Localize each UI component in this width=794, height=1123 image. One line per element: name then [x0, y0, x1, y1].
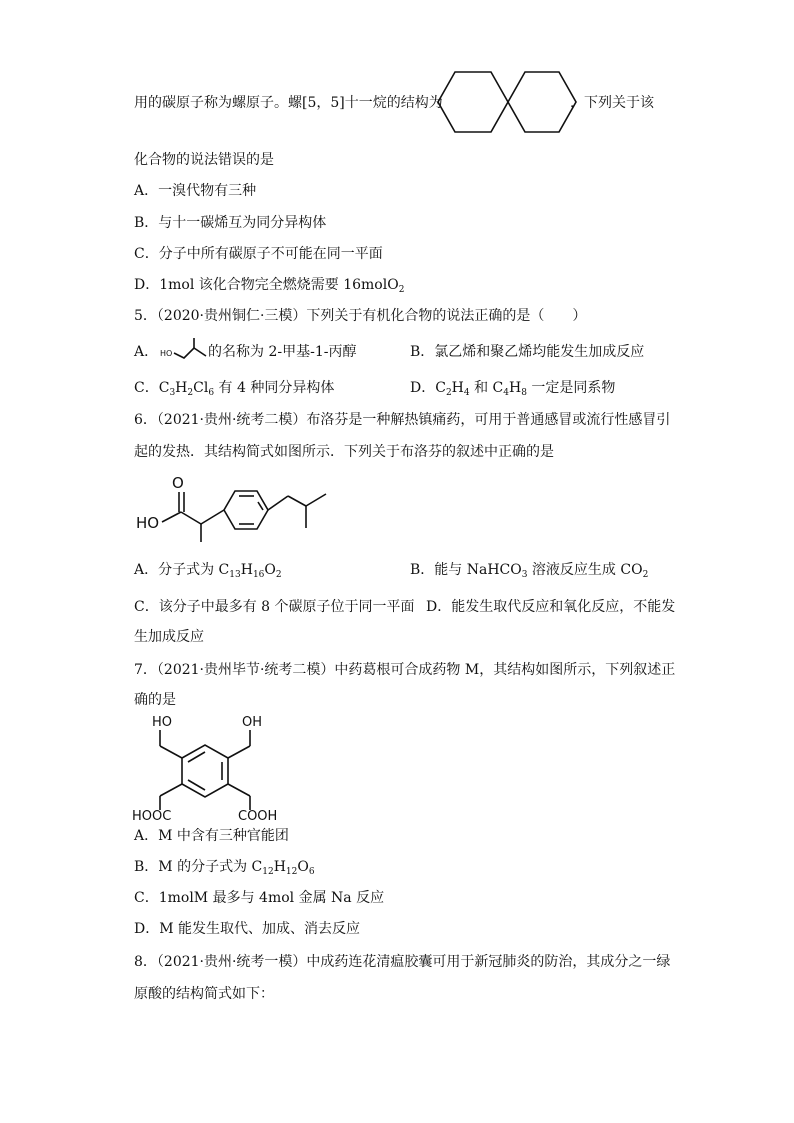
- q7-option-d: D．M 能发生取代、加成、消去反应: [134, 921, 361, 937]
- q7-option-b: B．M 的分子式为 $C_{12}H_{12}O_6$: [134, 859, 315, 877]
- q5-option-d: D．$C_2H_4$ 和 $C_4H_8$ 一定是同系物: [410, 380, 616, 398]
- m-cooh-left: HOOC: [132, 809, 172, 822]
- ibuprofen-o-label: O: [172, 474, 184, 492]
- q8-stem-1: 8．（2021·贵州·统考一模）中成药连花清瘟胶囊可用于新冠肺炎的防治，其成分之一绿: [134, 954, 671, 970]
- q6-stem-2: 起的发热．其结构简式如图所示．下列关于布洛芬的叙述中正确的是: [134, 444, 554, 460]
- q6-stem-1: 6．（2021·贵州·统考二模）布洛芬是一种解热镇痛药，可用于普通感冒或流行性感冒引: [134, 412, 671, 428]
- q6-option-c: C．该分子中最多有 8 个碳原子位于同一平面: [134, 599, 415, 615]
- q5-option-a-text: 的名称为 2-甲基-1-丙醇: [208, 344, 357, 360]
- q7-stem-1: 7．（2021·贵州毕节·统考二模）中药葛根可合成药物 M，其结构如图所示，下列叙述正: [134, 662, 676, 678]
- q5-option-c: C．$C_3H_2Cl_6$ 有 4 种同分异构体: [134, 380, 335, 398]
- q7-stem-2: 确的是: [134, 692, 176, 708]
- m-ho-left: HO: [152, 715, 173, 730]
- m-oh-right: OH: [242, 715, 263, 730]
- compound-m-structure: [130, 712, 290, 822]
- q8-stem-2: 原酸的结构简式如下：: [134, 986, 274, 1002]
- q5-option-a: A．: [134, 344, 159, 360]
- q6-option-a: A．分子式为 $C_{13}H_{16}O_2$: [134, 562, 282, 580]
- q5-stem: 5．（2020·贵州铜仁·三模）下列关于有机化合物的说法正确的是（ ）: [134, 308, 587, 324]
- ibuprofen-ho-label: HO: [136, 514, 160, 532]
- q6-option-d: D．能发生取代反应和氧化反应，不能发: [426, 599, 676, 615]
- q4-option-a: A．一溴代物有三种: [134, 183, 257, 199]
- q6-option-b: B．能与 NaHCO$_3$ 溶液反应生成 $CO_2$: [410, 562, 649, 580]
- q4-option-c: C．分子中所有碳原子不可能在同一平面: [134, 246, 383, 262]
- q4-option-d: D．1mol 该化合物完全燃烧需要 16molO$_2$: [134, 277, 405, 295]
- intro-text-before: 用的碳原子称为螺原子。螺[5，5]十一烷的结构为: [134, 95, 443, 111]
- q5-ho-label: HO: [160, 349, 173, 358]
- intro-text-after: ，下列关于该: [570, 95, 654, 111]
- q7-option-c: C．1molM 最多与 4mol 金属 Na 反应: [134, 890, 385, 906]
- q4-option-b: B．与十一碳烯互为同分异构体: [134, 215, 327, 231]
- intro-line-1: [134, 93, 443, 113]
- q6-option-d-cont: 生加成反应: [134, 629, 204, 645]
- q5-alcohol-structure: [160, 338, 212, 364]
- intro-line-2: 化合物的说法错误的是: [134, 152, 274, 168]
- q5-option-b: B．氯乙烯和聚乙烯均能发生加成反应: [410, 344, 645, 360]
- q7-option-a: A．M 中含有三种官能团: [134, 828, 289, 844]
- intro-line-1-end: [570, 93, 654, 113]
- spiro-undecane-structure: [436, 70, 578, 134]
- ibuprofen-structure: [134, 472, 364, 544]
- m-cooh-right: COOH: [238, 809, 278, 822]
